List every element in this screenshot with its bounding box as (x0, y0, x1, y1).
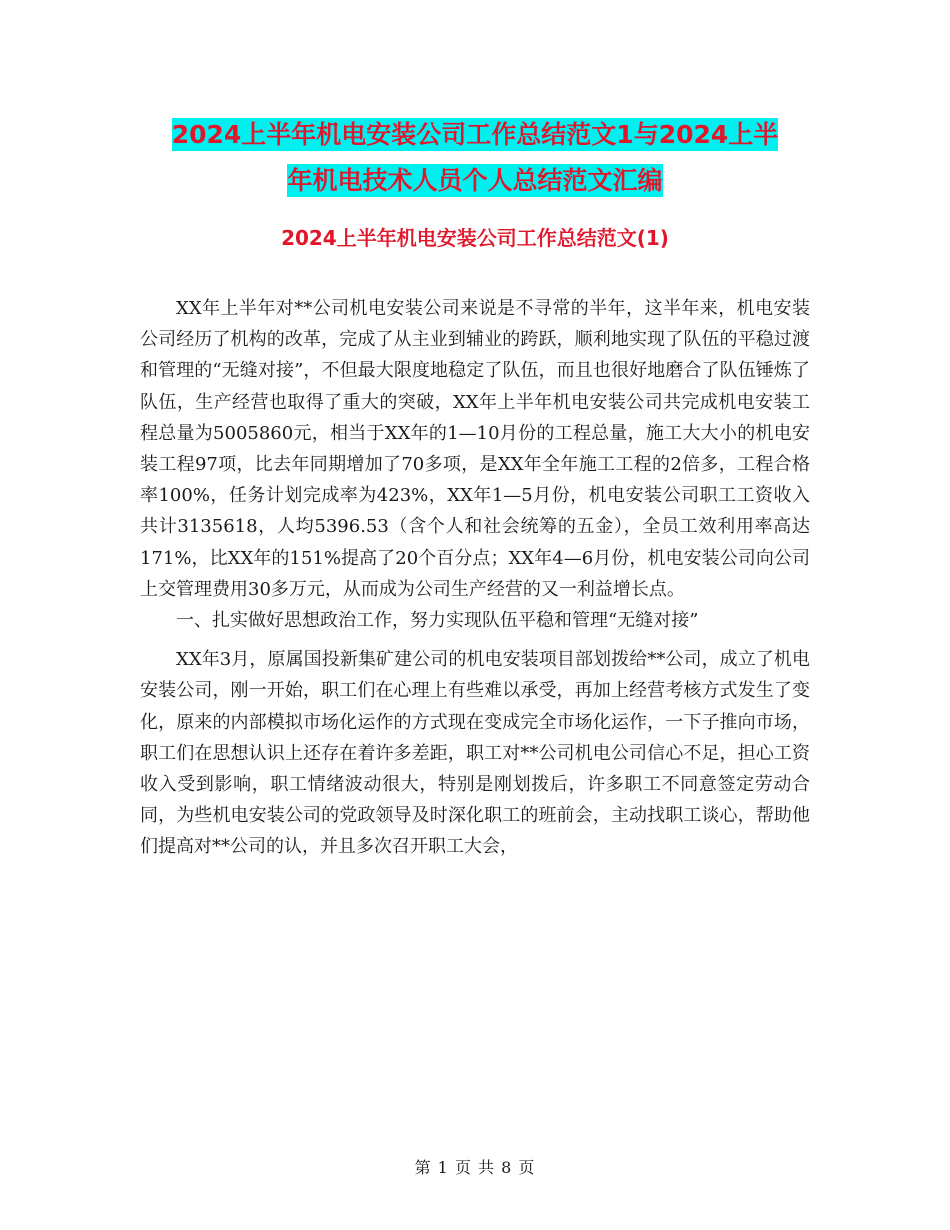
body-paragraph-2: XX年3月，原属国投新集矿建公司的机电安装项目部划拨给**公司，成立了机电安装公司，刚一开始，职工们在心理上有些难以承受，再加上经营考核方式发生了变化，原来的内部模拟市场化运作的方式现在变成完全市场化运作，一下子推向市场，职工们在思想认识上还存在着许多差距，职工对**公司机电公司信心不足，担心工资收入受到影响，职工情绪波动很大，特别是刚划拨后，许多职工不同意签定劳动合同，为些机电安装公司的党政领导及时深化职工的班前会，主动找职工谈心，帮助他们提高对**公司的认，并且多次召开职工大会， (140, 649, 810, 858)
section-heading-1: 一、扎实做好思想政治工作，努力实现队伍平稳和管理“无缝对接” (176, 610, 699, 632)
document-title (140, 112, 810, 204)
document-title-line-2: 年机电技术人员个人总结范文汇编 (287, 166, 663, 195)
body-paragraph-1: XX年上半年对**公司机电安装公司来说是不寻常的半年，这半年来，机电安装公司经历了机构的改革，完成了从主业到辅业的跨跃，顺利地实现了队伍的平稳过渡和管理的“无缝对接”，不但最大限度地稳定了队伍，而且也很好地磨合了队伍锤炼了队伍，生产经营也取得了重大的突破，XX年上半年机电安装公司共完成机电安装工程总量为5005860元，相当于XX年的1—10月份的工程总量，施工大大小的机电安装工程97项，比去年同期增加了70多项，是XX年全年施工工程的2倍多，工程合格率100%，任务计划完成率为423%，XX年1—5月份，机电安装公司职工工资收入共计3135618，人均5396.53（含个人和社会统筹的五金），全员工效利用率高达171%，比XX年的151%提高了20个百分点；XX年4—6月份，机电安装公司向公司上交管理费用30多万元，从而成为公司生产经营的又一利益增长点。 (140, 298, 810, 600)
document-body (140, 293, 810, 863)
document-title-line-1: 2024上半年机电安装公司工作总结范文1与2024上半 (171, 120, 779, 149)
page-footer: 第 1 页 共 8 页 (414, 1158, 536, 1177)
section-title: 2024上半年机电安装公司工作总结范文(1) (281, 226, 669, 250)
